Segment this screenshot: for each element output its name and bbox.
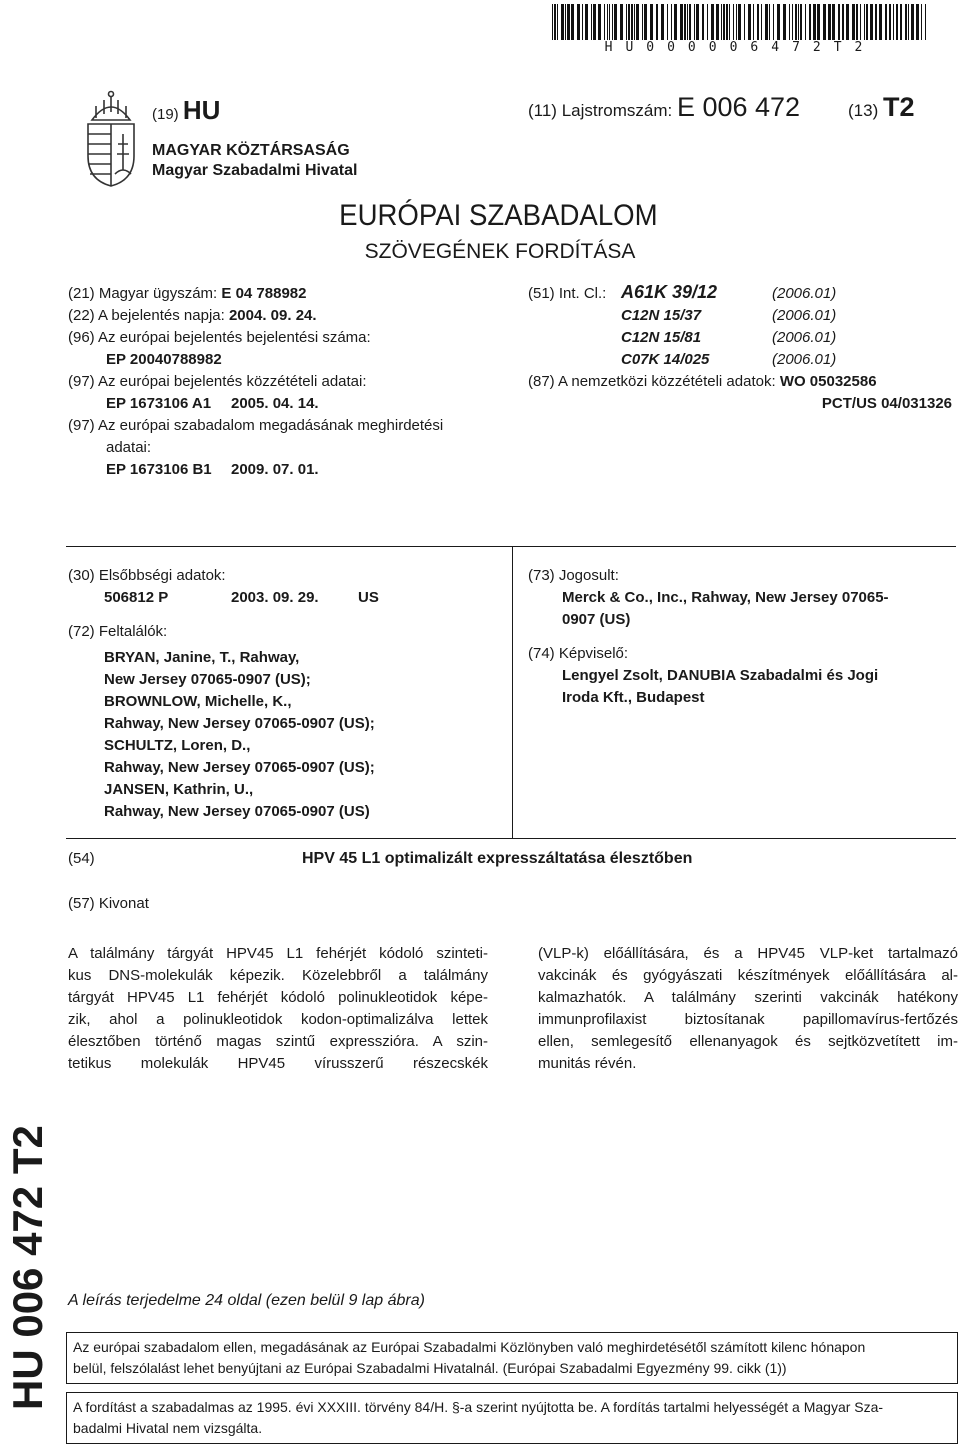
inventor-text: JANSEN, Kathrin, U.	[104, 781, 250, 798]
barcode-bar	[607, 4, 608, 40]
barcode-bar	[860, 4, 861, 40]
barcode-bar	[593, 4, 596, 40]
barcode-bar	[846, 4, 849, 40]
ipc-row: (51) Int. Cl.: A61K 39/12 (2006.01)	[528, 282, 837, 302]
barcode-bar	[684, 4, 686, 40]
barcode-bar	[554, 4, 556, 40]
barcode-bar	[757, 4, 759, 40]
inventor-line	[104, 691, 508, 713]
barcode-bar	[896, 4, 898, 40]
barcode-bar	[723, 4, 725, 40]
barcode-bar	[552, 4, 553, 40]
abstract-line: immunprofilaxist biztosítanak papillomavírus-fertőzés	[538, 1011, 958, 1028]
barcode-bar	[726, 4, 728, 40]
abstract-column-1	[68, 943, 488, 1075]
barcode-bar	[798, 4, 799, 40]
barcode-bar	[866, 4, 868, 40]
document-subtitle: SZÖVEGÉNEK FORDÍTÁSA	[364, 240, 636, 263]
barcode-bar	[911, 4, 914, 40]
barcode-bar	[650, 4, 653, 40]
barcode-bar	[614, 4, 617, 40]
barcode-bar	[628, 4, 630, 40]
barcode-bar	[769, 4, 770, 40]
barcode-bar	[694, 4, 695, 40]
barcode-bar	[561, 4, 564, 40]
barcode-bar	[738, 4, 741, 40]
barcode-bar	[667, 4, 668, 40]
inventor-text: BROWNLOW, Michelle, K.	[104, 693, 288, 710]
bibliographic-data-left: (21) Magyar ügyszám: E 04 788982 (22) A bejelentés napja: 2004. 09. 24. (96) Az európai bejelentés bejelentési száma: EP 20040788982 (97) Az európai bejelentés közzétételi adatai: EP 1673106 A1 2005. 04. 14. (97) Az európai szabadalom megadásának meghirdetési adatai: EP 1673106 B1 2009. 07. 01.	[68, 285, 444, 478]
divider-top	[66, 546, 956, 547]
registration-number: (11) Lajstromszám: E 006 472	[528, 92, 801, 122]
barcode-bar	[921, 4, 922, 40]
barcode-bar	[765, 4, 768, 40]
barcode-bar	[916, 4, 919, 40]
barcode	[550, 4, 930, 40]
barcode-bar	[604, 4, 605, 40]
abstract-line: munitás révén.	[538, 1055, 637, 1072]
side-document-number: HU 006 472 T2	[4, 1125, 51, 1410]
barcode-bar	[571, 4, 574, 40]
inventor-suffix: ,	[246, 737, 251, 754]
barcode-bar	[777, 4, 780, 40]
inventor-text: Rahway, New Jersey 07065-0907 (US)	[104, 803, 370, 820]
abstract-line: tetikus molekulák HPV45 vírusszerű részecskék	[68, 1055, 488, 1072]
barcode-bar	[773, 4, 774, 40]
barcode-bar	[620, 4, 623, 40]
barcode-bar	[842, 4, 844, 40]
office-name: Magyar Szabadalmi Hivatal	[152, 162, 358, 179]
opposition-notice: Az európai szabadalom ellen, megadásának az Európai Szabadalmi Közlönyben való meghirdetésétől számított kilenc hónapon belül, felszólalást lehet benyújtani az Európai Szabadalmi Hivatalnál. (Európai Szabadalmi Egyezmény 99. cikk (1))	[66, 1332, 958, 1384]
barcode-bar	[696, 4, 699, 40]
inventor-line	[104, 801, 508, 823]
barcode-bar	[711, 4, 714, 40]
abstract-line: A találmány tárgyát HPV45 L1 fehérjét kódoló szinteti-	[68, 945, 488, 962]
inventor-line	[104, 757, 508, 779]
barcode-bar	[736, 4, 737, 40]
barcode-bar	[642, 4, 643, 40]
inventor-suffix: , Rahway,	[231, 649, 300, 666]
document-title: EURÓPAI SZABADALOM	[339, 199, 658, 232]
barcode-bar	[582, 4, 583, 40]
office-code: (19) HU	[152, 95, 221, 125]
abstract-line: tárgyát HPV45 L1 fehérjét kódoló polinukleotidok képe-	[68, 989, 488, 1006]
international-publication: (87) A nemzetközi közzétételi adatok: WO 05032586 PCT/US 04/031326	[528, 373, 952, 412]
inventor-text: BRYAN, Janine, T.	[104, 649, 232, 666]
barcode-bar	[805, 4, 806, 40]
page-count: A leírás terjedelme 24 oldal (ezen belül 9 lap ábra)	[68, 1292, 425, 1309]
barcode-bar	[716, 4, 719, 40]
abstract-label: (57) Kivonat	[68, 895, 149, 912]
barcode-bar	[885, 4, 887, 40]
barcode-bar	[783, 4, 786, 40]
inventor-line	[104, 779, 508, 801]
inventor-text: Rahway, New Jersey 07065-0907 (US);	[104, 715, 375, 732]
abstract-line: (VLP-k) előállítására, és a HPV45 VLP-ket tartalmazó	[538, 945, 958, 962]
barcode-bar	[789, 4, 790, 40]
barcode-bar	[889, 4, 891, 40]
barcode-bar	[585, 4, 588, 40]
barcode-bar	[908, 4, 909, 40]
barcode-bar	[809, 4, 811, 40]
barcode-bar	[852, 4, 855, 40]
barcode-bar	[680, 4, 683, 40]
barcode-bar	[761, 4, 762, 40]
barcode-bar	[644, 4, 647, 40]
barcode-bar	[753, 4, 754, 40]
barcode-bar	[893, 4, 894, 40]
barcode-bar	[721, 4, 722, 40]
inventor-text: SCHULTZ, Loren, D.	[104, 737, 247, 754]
divider-bottom	[66, 838, 956, 839]
abstract-line: élesztőben történő magas szintű expresszióra. A szin-	[68, 1033, 488, 1050]
barcode-bar	[634, 4, 635, 40]
barcode-bar	[707, 4, 708, 40]
barcode-bar	[795, 4, 797, 40]
inventor-suffix: ,	[249, 781, 254, 798]
barcode-bar	[687, 4, 688, 40]
barcode-bar	[864, 4, 865, 40]
barcode-bar	[567, 4, 570, 40]
inventor-line	[104, 735, 508, 757]
barcode-bar	[792, 4, 793, 40]
barcode-bar	[702, 4, 704, 40]
barcode-bar	[598, 4, 601, 40]
ipc-row: C07K 14/025 (2006.01)	[621, 351, 837, 368]
abstract-line: kus DNS-molekulák képezik. Közelebbről a találmány	[68, 967, 488, 984]
barcode-bar	[656, 4, 658, 40]
translation-notice: A fordítást a szabadalmas az 1995. évi XXXIII. törvény 84/H. §-a szerint nyújtotta be. A fordítás tartalmi helyességét a Magyar Sza- badalmi Hivatal nem vizsgálta.	[66, 1392, 958, 1444]
barcode-bar	[828, 4, 831, 40]
inventor-line	[104, 647, 508, 669]
barcode-bar	[905, 4, 907, 40]
barcode-bar	[636, 4, 639, 40]
barcode-bar	[800, 4, 802, 40]
abstract-column-2	[538, 943, 958, 1075]
abstract-line: zik, ahol a polinukleotidok kodon-optimalizálva lettek	[68, 1011, 488, 1028]
inventor-line	[104, 669, 508, 691]
barcode-bar	[813, 4, 816, 40]
barcode-bar	[661, 4, 664, 40]
barcode-bar	[838, 4, 840, 40]
document-type: (13) T2	[848, 92, 915, 122]
barcode-bar	[744, 4, 745, 40]
priority-and-inventors: (30) Elsőbbségi adatok: 506812 P 2003. 09. 29. US (72) Feltalálók: BRYAN, Janine, T., Rahway, New Jersey 07065-0907 (US); BROWNLOW, Michelle, K., Rahway, New Jersey 07065-0907 (US); SCHULTZ, Loren, D., Rahway, New Jersey 07065-0907 (US); JANSEN, Kathrin, U., Rahway, New Jersey 07065-0907 (US)	[68, 565, 508, 823]
barcode-bar	[557, 4, 558, 40]
coat-of-arms-icon	[82, 90, 140, 188]
divider-vertical	[512, 546, 513, 838]
barcode-bar	[856, 4, 858, 40]
barcode-bar	[729, 4, 730, 40]
barcode-bar	[626, 4, 627, 40]
barcode-bar	[925, 4, 926, 40]
abstract-line: vakcinák és gyógyászati készítmények előállítására al-	[538, 967, 958, 984]
abstract-line: ellen, semlegesítő ellenanyagok és sejtközvetített im-	[538, 1033, 958, 1050]
ipc-row: C12N 15/81 (2006.01)	[621, 329, 837, 346]
barcode-bar	[609, 4, 610, 40]
title-number: (54)	[68, 850, 95, 867]
abstract-line: kalmazhatók. A találmány szerinti vakcinák hatékony	[538, 989, 958, 1006]
ipc-classification	[528, 283, 858, 371]
barcode-bar	[832, 4, 835, 40]
barcode-bar	[577, 4, 580, 40]
inventor-text: New Jersey 07065-0907 (US);	[104, 671, 311, 688]
barcode-bar	[671, 4, 672, 40]
barcode-bar	[823, 4, 826, 40]
barcode-bar	[674, 4, 677, 40]
barcode-bar	[565, 4, 566, 40]
inventor-line	[104, 713, 508, 735]
barcode-bar	[875, 4, 877, 40]
inventor-suffix: ,	[287, 693, 292, 710]
inventor-list	[68, 647, 508, 823]
barcode-bar	[817, 4, 820, 40]
barcode-bar	[591, 4, 592, 40]
proprietor-and-agent: (73) Jogosult: Merck & Co., Inc., Rahway, New Jersey 07065- 0907 (US) (74) Képviselő: Lengyel Zsolt, DANUBIA Szabadalmi és Jogi Iroda Kft., Budapest	[528, 567, 889, 706]
barcode-text: HU000006472T2	[604, 40, 876, 55]
country-name: MAGYAR KÖZTÁRSASÁG	[152, 142, 350, 159]
invention-title: HPV 45 L1 optimalizált expresszáltatása élesztőben	[302, 850, 693, 867]
barcode-bar	[879, 4, 882, 40]
barcode-bar	[631, 4, 633, 40]
barcode-bar	[733, 4, 734, 40]
inventor-text: Rahway, New Jersey 07065-0907 (US);	[104, 759, 375, 776]
ipc-row: C12N 15/37 (2006.01)	[621, 307, 837, 324]
barcode-bar	[689, 4, 691, 40]
barcode-bar	[900, 4, 902, 40]
barcode-bar	[612, 4, 613, 40]
barcode-bar	[870, 4, 873, 40]
barcode-bar	[748, 4, 751, 40]
